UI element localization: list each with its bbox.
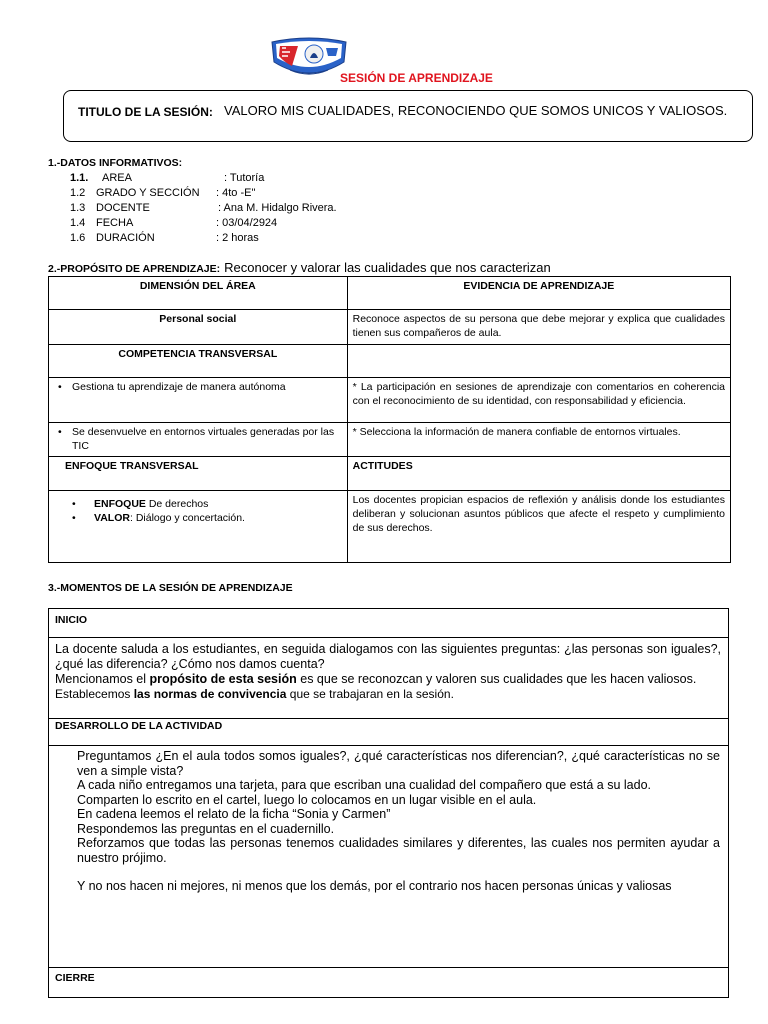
datos-row-value: : 4to -E" [216,187,256,199]
competencia-header: COMPETENCIA TRANSVERSAL [49,345,348,378]
valor-value: : Diálogo y concertación. [129,512,245,524]
valor-item [94,511,342,525]
datos-row-label: GRADO Y SECCIÓN [96,187,200,199]
divider [49,745,728,746]
proposito-table [48,276,731,563]
desarrollo-item: A cada niño entregamos una tarjeta, para que escriban una cualidad del compañero que está a su lado. [77,778,652,792]
cierre-label: CIERRE [55,972,95,984]
proposito-label: 2.-PROPÓSITO DE APRENDIZAJE: [48,263,221,275]
datos-row-num: 1.3 [70,202,86,214]
datos-row-num: 1.1. [70,172,89,184]
inicio-p3-bold: las normas de convivencia [133,687,287,701]
enfoque-value: De derechos [148,498,209,510]
proposito-row [48,259,551,277]
inicio-label: INICIO [55,614,88,626]
datos-heading: 1.-DATOS INFORMATIVOS: [48,157,183,169]
datos-row-grado [70,187,470,201]
datos-row-num: 1.4 [70,217,86,229]
desarrollo-item: Y no nos hacen ni mejores, ni menos que los demás, por el contrario nos hacen personas únicas y valiosas [77,879,672,893]
evidencia-header: EVIDENCIA DE APRENDIZAJE [347,277,730,310]
datos-row-value: : 2 horas [216,232,259,244]
datos-row-num: 1.6 [70,232,86,244]
inicio-paragraph-1: La docente saluda a los estudiantes, en seguida dialogamos con las siguientes preguntas: ¿las personas son iguales?, ¿qué las diferencia? ¿Cómo nos damos cuenta? [55,642,721,671]
datos-row-duracion [70,232,470,246]
enfoque-header: ENFOQUE TRANSVERSAL [49,457,348,491]
inicio-p2-start: Mencionamos el [55,672,150,686]
desarrollo-label: DESARROLLO DE LA ACTIVIDAD [55,720,223,732]
school-crest-logo [270,36,348,80]
desarrollo-item: Reforzamos que todas las personas tenemos cualidades similares y diferentes, las cuales nos permiten ayudar a nuestro prójimo. [77,836,720,865]
evidencia-value: Reconoce aspectos de su persona que debe mejorar y explica que cualidades tienen sus compañeros de aula. [347,310,730,345]
inicio-p3-end: que se trabajaran en la sesión. [286,687,454,701]
datos-list [70,172,470,252]
inicio-paragraph-3 [55,687,721,702]
desarrollo-item: Preguntamos ¿En el aula todos somos iguales?, ¿qué características nos diferencian?, ¿qué características no se ven a simple vista? [77,749,720,778]
desarrollo-item: Comparten lo escrito en el cartel, luego lo colocamos en un lugar visible en el aula. [77,792,537,807]
inicio-text [55,642,721,702]
divider [49,637,728,638]
datos-row-value: : Ana M. Hidalgo Rivera. [218,202,337,214]
momentos-heading: 3.-MOMENTOS DE LA SESIÓN DE APRENDIZAJE [48,582,293,594]
datos-row-num: 1.2 [70,187,86,199]
competencia-item: • Se desenvuelve en entornos virtuales generadas por las TIC [66,425,342,453]
desarrollo-item: Respondemos las preguntas en el cuadernillo. [77,821,335,836]
datos-row-label: FECHA [96,217,134,229]
divider [49,718,728,719]
valor-label: VALOR [94,512,130,524]
enfoque-item [94,497,342,511]
datos-row-label: DOCENTE [96,202,150,214]
document-title: SESIÓN DE APRENDIZAJE [340,71,493,85]
datos-row-fecha [70,217,470,231]
competencia-empty-cell [347,345,730,378]
proposito-value: Reconocer y valorar las cualidades que nos caracterizan [224,260,551,275]
actitudes-value: Los docentes propician espacios de reflexión y análisis donde los estudiantes deliberan y solucionan asuntos públicos que afecte el respeto y cumplimiento de sus derechos. [347,491,730,563]
desarrollo-item: En cadena leemos el relato de la ficha “Sonia y Carmen” [77,807,391,821]
competencia-evidence: * La participación en sesiones de aprendizaje con comentarios en coherencia con el reconocimiento de su identidad, con responsabilidad y eficiencia. [347,378,730,423]
actitudes-header: ACTITUDES [347,457,730,491]
inicio-p2-bold: propósito de esta sesión [149,672,297,686]
dimension-header: DIMENSIÓN DEL ÁREA [49,277,348,310]
datos-row-docente [70,202,470,216]
datos-row-label: DURACIÓN [96,232,155,244]
inicio-p2-end: es que se reconozcan y valoren sus cualidades que les hacen valiosos. [296,672,697,686]
dimension-value: Personal social [49,310,348,345]
enfoque-label: ENFOQUE [94,498,146,510]
competencia-item-cell [49,378,348,423]
competencia-item-cell [49,423,348,457]
datos-row-area [70,172,470,186]
momentos-box [48,608,729,998]
datos-row-label: AREA [102,172,132,184]
desarrollo-list [77,749,720,894]
divider [49,967,728,968]
session-title-box [63,90,753,142]
datos-row-value: : 03/04/2924 [216,217,278,229]
competencia-item: • Gestiona tu aprendizaje de manera autónoma [66,380,342,394]
datos-row-value: : Tutoría [224,172,265,184]
enfoque-cell [49,491,348,563]
competencia-evidence: * Selecciona la información de manera confiable de entornos virtuales. [347,423,730,457]
session-title-value: VALORO MIS CUALIDADES, RECONOCIENDO QUE SOMOS UNICOS Y VALIOSOS. [224,103,728,118]
inicio-p3-start: Establecemos [55,687,134,701]
session-title-label: TITULO DE LA SESIÓN: [78,105,213,119]
inicio-paragraph-2 [55,672,721,687]
